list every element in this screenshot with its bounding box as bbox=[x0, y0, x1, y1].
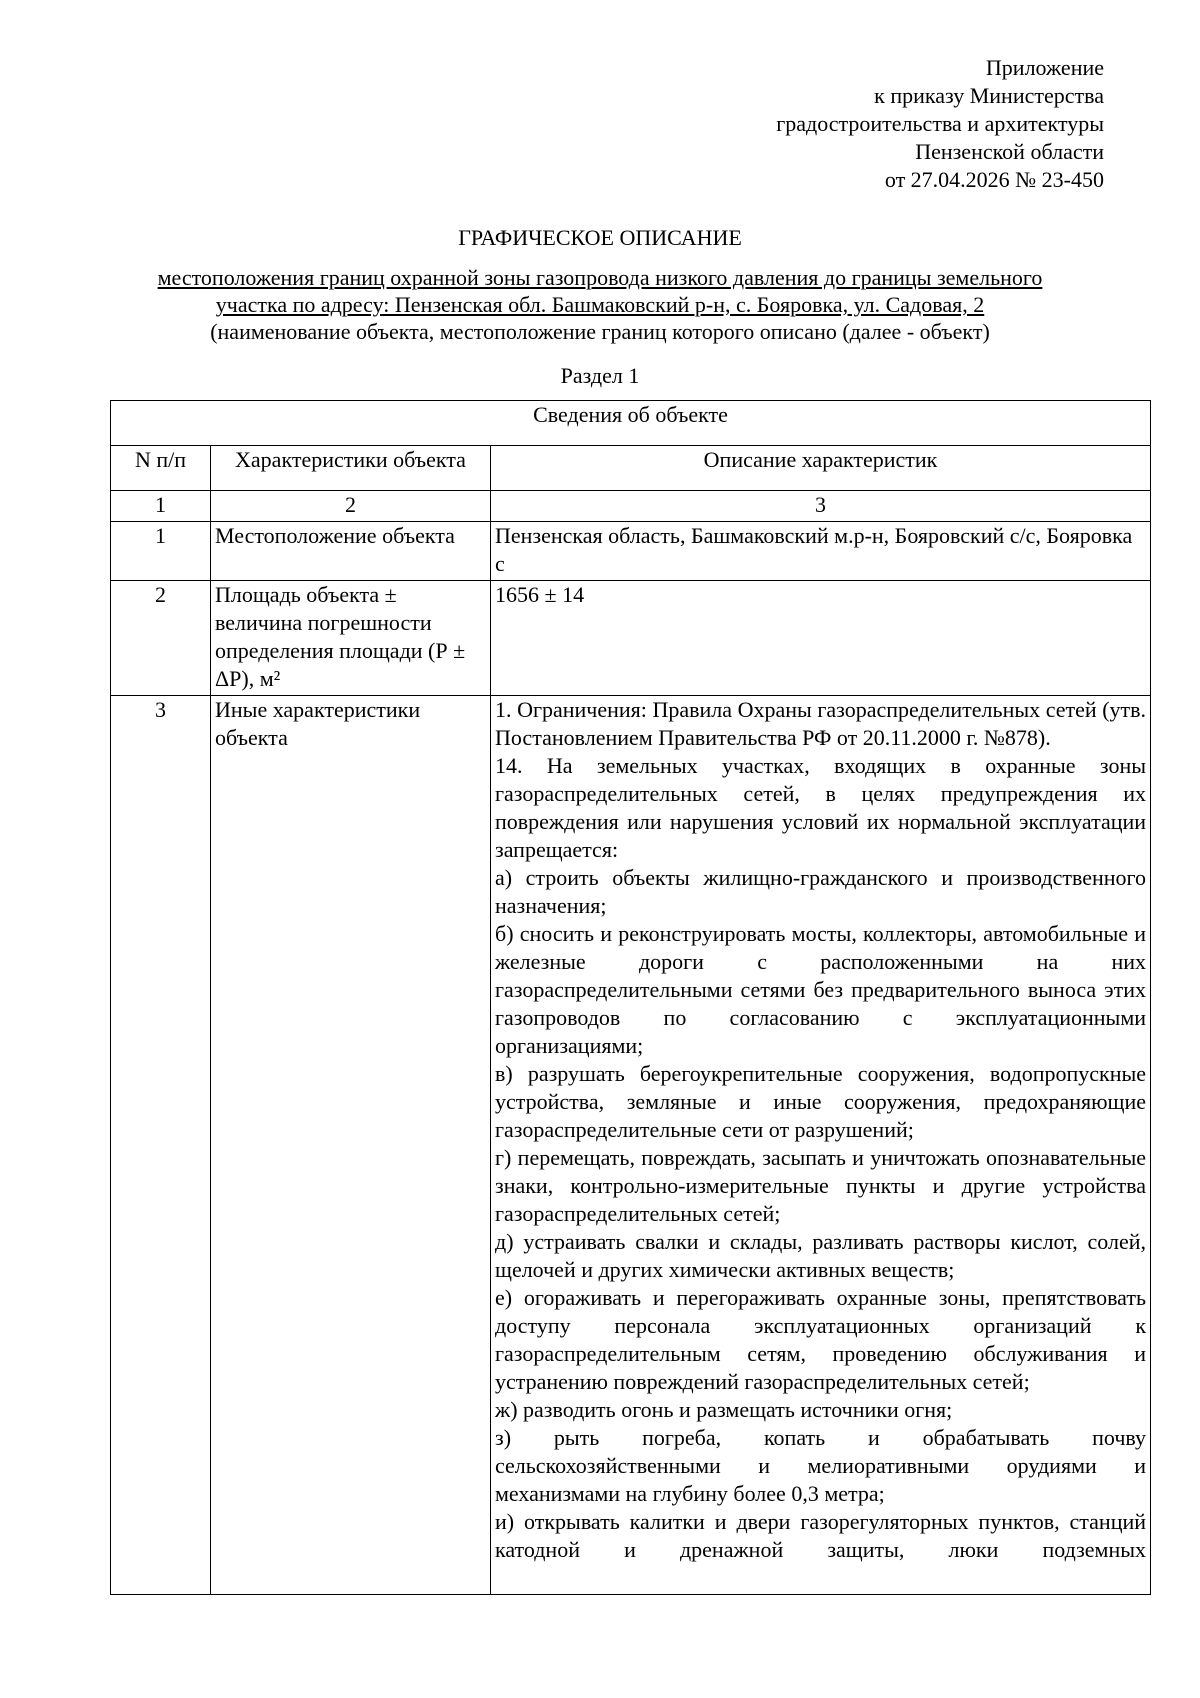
table-row bbox=[111, 581, 1151, 696]
row-characteristic: Площадь объекта ± величина погрешности определения площади (Р ± ΔР), м² bbox=[211, 581, 491, 696]
restriction-paragraph: а) строить объекты жилищно-гражданского и производственного назначения; bbox=[495, 865, 1147, 918]
object-name-line-2: участка по адресу: Пензенская обл. Башмаковский р-н, с. Бояровка, ул. Садовая, 2 bbox=[215, 292, 985, 317]
row-description: Пензенская область, Башмаковский м.р-н, Бояровский с/с, Бояровка с bbox=[491, 522, 1151, 581]
appendix-date-number: от 27.04.2026 № 23-450 bbox=[884, 167, 1104, 192]
column-header-number: N п/п bbox=[111, 446, 211, 491]
appendix-line: к приказу Министерства bbox=[874, 83, 1104, 108]
object-name bbox=[120, 264, 1080, 318]
column-number: 2 bbox=[211, 491, 491, 522]
column-header-description: Описание характеристик bbox=[491, 446, 1151, 491]
column-number: 1 bbox=[111, 491, 211, 522]
appendix-line: Пензенской области bbox=[915, 139, 1104, 164]
row-description bbox=[491, 696, 1151, 1595]
restriction-paragraph: и) открывать калитки и двери газорегуляторных пунктов, станций катодной и дренажной защиты, люки подземных bbox=[495, 1509, 1147, 1562]
object-caption: (наименование объекта, местоположение границ которого описано (далее - объект) bbox=[210, 319, 990, 344]
restriction-paragraph: з) рыть погреба, копать и обрабатывать почву сельскохозяйственными и мелиоративными орудиями и механизмами на глубину более 0,3 метра; bbox=[495, 1425, 1147, 1506]
object-info-table bbox=[110, 400, 1151, 1595]
restriction-paragraph: в) разрушать берегоукрепительные сооружения, водопропускные устройства, земляные и иные сооружения, предохраняющие газораспределительные сети от разрушений; bbox=[495, 1061, 1147, 1142]
appendix-line: градостроительства и архитектуры bbox=[776, 111, 1104, 136]
restriction-paragraph: г) перемещать, повреждать, засыпать и уничтожать опознавательные знаки, контрольно-измерительные пункты и другие устройства газораспределительных сетей; bbox=[495, 1145, 1147, 1226]
row-number: 3 bbox=[111, 696, 211, 1595]
document-title: ГРАФИЧЕСКОЕ ОПИСАНИЕ bbox=[458, 225, 742, 250]
table-caption: Сведения об объекте bbox=[111, 401, 1151, 446]
restriction-paragraph: ж) разводить огонь и размещать источники огня; bbox=[495, 1397, 953, 1422]
row-characteristic: Иные характеристики объекта bbox=[211, 696, 491, 1595]
restriction-paragraph: д) устраивать свалки и склады, разливать растворы кислот, солей, щелочей и других химически активных веществ; bbox=[495, 1229, 1147, 1282]
section-title: Раздел 1 bbox=[560, 363, 640, 388]
restriction-paragraph: 1. Ограничения: Правила Охраны газораспределительных сетей (утв. Постановлением Правительства РФ от 20.11.2000 г. №878). bbox=[495, 697, 1147, 750]
restriction-paragraph: б) сносить и реконструировать мосты, коллекторы, автомобильные и железные дороги с расположенными на них газораспределительными сетями без предварительного выноса этих газопроводов по согласованию с эксплуатационными организациями; bbox=[495, 921, 1147, 1058]
row-number: 2 bbox=[111, 581, 211, 696]
appendix-block bbox=[776, 54, 1104, 194]
restriction-paragraph: 14. На земельных участках, входящих в охранные зоны газораспределительных сетей, в целях предупреждения их повреждения или нарушения условий их нормальной эксплуатации запрещается: bbox=[495, 753, 1147, 862]
object-name-line-1: местоположения границ охранной зоны газопровода низкого давления до границы земельного bbox=[157, 265, 1043, 290]
table-row bbox=[111, 696, 1151, 1595]
column-header-characteristic: Характеристики объекта bbox=[211, 446, 491, 491]
appendix-line: Приложение bbox=[985, 55, 1104, 80]
column-number: 3 bbox=[491, 491, 1151, 522]
row-number: 1 bbox=[111, 522, 211, 581]
row-description: 1656 ± 14 bbox=[491, 581, 1151, 696]
row-characteristic: Местоположение объекта bbox=[211, 522, 491, 581]
restriction-paragraph: е) огораживать и перегораживать охранные зоны, препятствовать доступу персонала эксплуатационных организаций к газораспределительным сетям, проведению обслуживания и устранению повреждений газораспределительных сетей; bbox=[495, 1285, 1147, 1394]
table-row bbox=[111, 522, 1151, 581]
